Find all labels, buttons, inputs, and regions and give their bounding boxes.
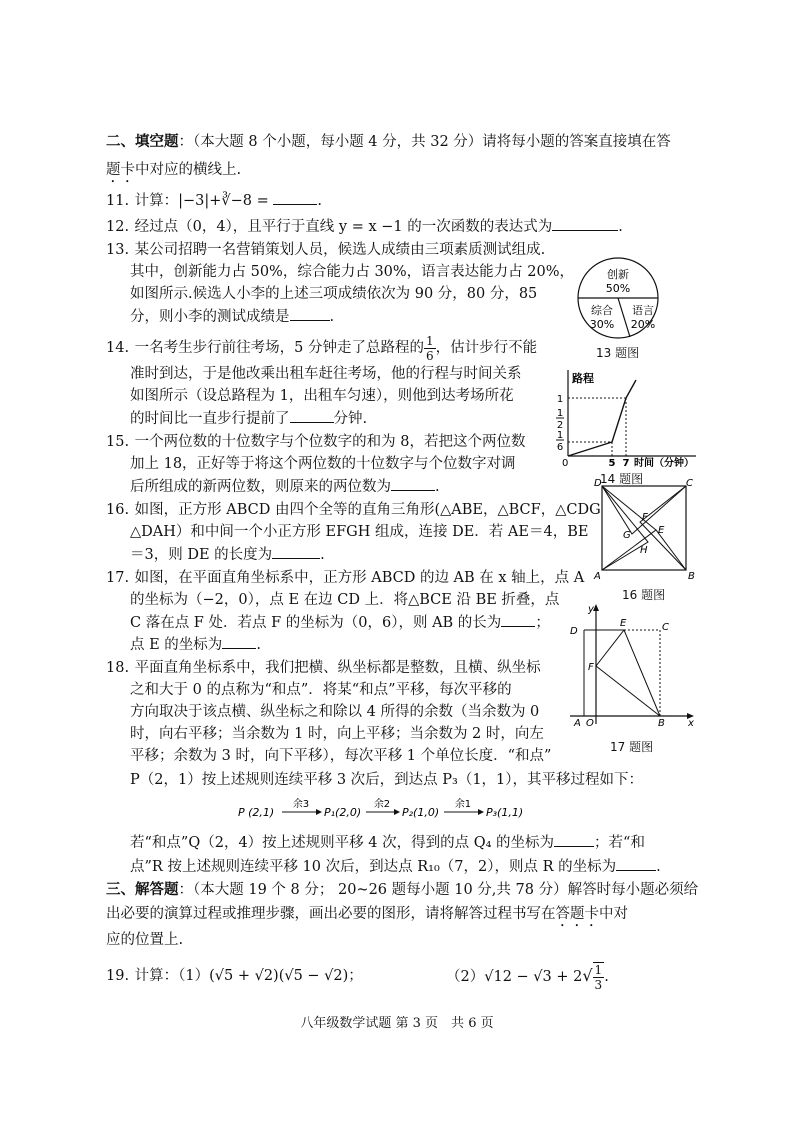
q18-translation-chain (238, 794, 538, 824)
fig17-segment-EF (596, 630, 624, 666)
fig14-caption: 14 题图 (600, 472, 644, 486)
fig17-coordinate-diagram (564, 600, 700, 732)
q19-number: 19. (106, 968, 130, 984)
q14-number: 14. (106, 340, 130, 356)
q14-line4-wrap (130, 408, 367, 429)
q18-line7a: 若“和点”Q（2，4）按上述规则平移 4 次，得到的点 Q₄ 的坐标为 (130, 835, 555, 851)
fig16-label-D: D (594, 478, 602, 489)
section3-title: 三、解答题 (106, 882, 179, 898)
fig16-label-B: B (688, 571, 695, 582)
page-footer: 八年级数学试题 第 3 页 共 6 页 (300, 1016, 494, 1031)
fig16-label-G: G (623, 530, 631, 541)
q18-line1: 平面直角坐标系中，我们把横、纵坐标都是整数，且横、纵坐标 (134, 660, 541, 676)
pie-percent-comprehensive: 30% (589, 318, 615, 331)
q19-part2b: . (604, 969, 609, 985)
q14-line2: 准时到达，于是他改乘出租车赶往考场，他的行程与时间关系 (130, 366, 522, 382)
q15-number: 15. (106, 434, 130, 450)
q11-end: . (317, 193, 322, 209)
section2-title: 二、填空题 (106, 134, 179, 150)
q14-frac-den: 6 (425, 348, 434, 363)
fig13-pie-chart (570, 256, 666, 340)
fig17-label-D: D (570, 626, 578, 637)
q19-sqrt-sign: √ (582, 966, 593, 985)
section3-header (106, 880, 698, 900)
q12-text: 经过点（0，4），且平行于直线 y = x −1 的一次函数的表达式为 (134, 219, 553, 235)
question-18 (106, 658, 541, 678)
q16-line3-wrap (130, 544, 325, 565)
q14-line1b: ，估计步行不能 (435, 340, 538, 356)
q17-line3a: C 落在点 F 处．若点 F 的坐标为（0，6），则 AB 的长为 (130, 615, 502, 631)
q14-frac-num: 1 (425, 333, 434, 348)
q13-line4: 分，则小李的测试成绩是 (130, 309, 290, 325)
question-14 (106, 330, 537, 366)
fig17-label-C: C (662, 622, 669, 633)
q13-end: . (329, 309, 335, 325)
q13-line4-wrap (130, 306, 334, 327)
section2-header-line2 (106, 160, 241, 186)
q18-line3: 方向取决于该点横、纵坐标之和除以 4 所得的余数（当余数为 0 (130, 704, 540, 720)
q16-blank (272, 544, 320, 559)
q19-fraction (593, 962, 605, 992)
q14-line3: 如图所示（设总路程为 1，出租车匀速），则他到达考场所花 (130, 388, 514, 404)
section3-line2a: 出必要的演算过程或推理步骤，画出必要的图形，请将解答过程书写在 (106, 906, 556, 922)
q14-line4b: 分钟. (333, 411, 368, 427)
fig16-label-F: F (642, 512, 648, 523)
fig14-x-tick-7: 7 (622, 458, 630, 468)
fig17-label-x: x (688, 718, 694, 729)
fig16-square-diagram (592, 478, 696, 584)
chain-arrowhead-2 (394, 809, 400, 815)
q16-line1: 如图，正方形 ABCD 由四个全等的直角三角形(△ABE，△BCF，△CDG (134, 502, 601, 518)
q18-line7-wrap (130, 832, 645, 853)
q14-blank (290, 408, 334, 423)
fig14-origin: 0 (562, 458, 569, 468)
fig16-label-H: H (640, 545, 648, 556)
fig14-xlabel: 时间（分钟） (634, 458, 694, 468)
fig14-y-tick-sixth-num: 1 (556, 430, 564, 441)
q16-number: 16. (106, 502, 130, 518)
section2-header (106, 132, 671, 152)
fig17-caption: 17 题图 (610, 740, 654, 754)
fig16-label-C: C (686, 478, 693, 489)
q16-line2: △DAH）和中间一个小正方形 EFGH 组成，连接 DE．若 AE＝4，BE (130, 524, 589, 540)
question-17 (106, 568, 584, 588)
q18-line4: 时，向右平移；当余数为 1 时，向上平移；当余数为 2 时，向左 (130, 726, 544, 742)
q15-blank (391, 476, 435, 491)
pie-divider-slant (618, 298, 630, 337)
q12-end: . (618, 219, 623, 235)
q18-blank-2 (616, 856, 656, 871)
q15-line3: 后所组成的新两位数，则原来的两位数为 (130, 479, 391, 495)
fig16-caption: 16 题图 (622, 588, 666, 602)
q14-fraction (424, 334, 436, 363)
fig14-y-tick-sixth-den: 6 (556, 442, 564, 453)
q13-number: 13. (106, 242, 130, 258)
fig16-label-E: E (658, 525, 665, 536)
chain-remainder-2: 余2 (373, 799, 391, 810)
q11-number: 11. (106, 193, 130, 209)
section2-intro2-dot: 题卡 (106, 162, 135, 178)
fig17-label-O: O (586, 718, 594, 729)
q17-line3b: ； (535, 615, 550, 631)
q18-number: 18. (106, 660, 130, 676)
q17-number: 17. (106, 570, 130, 586)
fig16-segment-DE (602, 486, 656, 530)
q14-line4a: 的时间比一直步行提前了 (130, 411, 290, 427)
fig14-x-tick-5: 5 (608, 458, 616, 468)
q13-line3: 如图所示.候选人小李的上述三项成绩依次为 90 分，80 分，85 (130, 286, 538, 302)
fig16-label-A: A (594, 571, 601, 582)
q12-blank (552, 216, 618, 231)
q18-line6: P（2，1）按上述规则连续平移 3 次后，到达点 P₃（1，1），其平移过程如下： (130, 772, 644, 788)
q18-line8a: 点”R 按上述规则连续平移 10 次后，到达点 R₁₀（7，2），则点 R 的坐标为 (130, 859, 617, 875)
pie-label-comprehensive: 综合 (591, 304, 613, 317)
fig17-fold-line-BE (624, 630, 660, 716)
section2-intro2-rest: 中对应的横线上. (135, 162, 242, 178)
q19-frac-den: 3 (594, 978, 603, 992)
fig14-y-tick-half-num: 1 (556, 408, 564, 419)
section3-line2b: 中对 (599, 906, 628, 922)
chain-arrowhead-3 (478, 809, 484, 815)
q13-line2: 其中，创新能力占 50%，综合能力占 30%，语言表达能力占 20%， (130, 264, 575, 280)
q17-blank-1 (501, 612, 535, 627)
q13-blank (290, 306, 330, 321)
q18-blank-1 (554, 832, 594, 847)
q15-line1: 一个两位数的十位数字与个位数字的和为 8，若把这个两位数 (134, 434, 526, 450)
fig17-label-A: A (574, 718, 581, 729)
question-16 (106, 500, 601, 520)
q17-line3-wrap (130, 612, 550, 633)
pie-label-language: 语言 (632, 304, 654, 317)
fig14-y-tick-half-den: 2 (556, 420, 564, 431)
q17-blank-2 (222, 634, 256, 649)
q17-line4: 点 E 的坐标为 (130, 637, 223, 653)
chain-P3: P₃(1,1) (486, 806, 524, 819)
q12-number: 12. (106, 219, 130, 235)
fig17-label-y: y (588, 604, 594, 615)
q15-line2: 加上 18，正好等于将这个两位数的十位数字与个位数字对调 (130, 456, 516, 472)
q19-part1: 计算：（1）(√5 + √2)(√5 − √2)； (134, 968, 363, 984)
q16-line3: ＝3，则 DE 的长度为 (130, 547, 273, 563)
chain-arrowhead-1 (316, 809, 322, 815)
q16-end: . (320, 547, 325, 563)
q15-end: . (435, 479, 440, 495)
pie-percent-innovation: 50% (605, 282, 631, 295)
question-15 (106, 432, 525, 452)
fig14-y-tick-1: 1 (556, 394, 564, 405)
q11-blank (273, 190, 317, 205)
section2-intro: ：（本大题 8 个小题，每小题 4 分，共 32 分）请将每小题的答案直接填在答 (178, 134, 671, 150)
question-13 (106, 240, 545, 260)
fig13-caption: 13 题图 (596, 346, 640, 360)
chain-remainder-1: 余3 (292, 799, 310, 810)
fig14-ylabel: 路程 (572, 372, 594, 385)
fig14-line-graph (550, 364, 700, 468)
fig17-label-F: F (588, 662, 594, 673)
pie-percent-language: 20% (630, 318, 656, 331)
q17-end: . (256, 637, 261, 653)
question-11 (106, 190, 322, 211)
fig17-label-B: B (658, 718, 665, 729)
q17-line2: 的坐标为（−2，0），点 E 在边 CD 上．将△BCE 沿 BE 折叠，点 (130, 592, 560, 608)
pie-label-innovation: 创新 (607, 268, 629, 281)
q18-line5: 平移；余数为 3 时，向下平移），每次平移 1 个单位长度．“和点” (130, 748, 552, 764)
q18-line7b: ；若“和 (594, 835, 645, 851)
q18-end: . (656, 859, 661, 875)
q15-line3-wrap (130, 476, 440, 497)
chain-P: P (2,1) (238, 806, 275, 819)
fig17-label-E: E (620, 618, 627, 629)
q17-line1: 如图，在平面直角坐标系中，正方形 ABCD 的边 AB 在 x 轴上，点 A (134, 570, 585, 586)
q18-line2: 之和大于 0 的点称为“和点”．将某“和点”平移，每次平移的 (130, 682, 512, 698)
q14-line1a: 一名考生步行前往考场，5 分钟走了总路程的 (134, 340, 424, 356)
q19-frac-num: 1 (594, 963, 603, 977)
fig17-segment-FB (596, 666, 660, 716)
chain-P1: P₁(2,0) (324, 806, 362, 819)
q11-text: 计算：|−3|+∛−8 = (134, 193, 274, 209)
chain-remainder-3: 余1 (454, 799, 472, 810)
chain-P2: P₂(1,0) (402, 806, 440, 819)
question-12 (106, 216, 623, 237)
q19-part2a: （2）√12 − √3 + 2 (446, 969, 583, 985)
q13-line1: 某公司招聘一名营销策划人员，候选人成绩由三项素质测试组成. (134, 242, 546, 258)
question-19 (106, 958, 363, 994)
section3-line2-dot: 答题卡 (555, 906, 599, 922)
fig16-triangle-DAH (602, 486, 648, 570)
q18-line8-wrap (130, 856, 661, 877)
section3-line2 (106, 904, 628, 930)
q19-part2-wrap (446, 958, 609, 995)
q17-line4-wrap (130, 634, 261, 655)
section3-line3: 应的位置上. (106, 932, 184, 948)
section3-intro: ：（本大题 19 个 8 分； 20~26 题每小题 10 分,共 78 分）解答时每小题必须给 (178, 882, 699, 898)
